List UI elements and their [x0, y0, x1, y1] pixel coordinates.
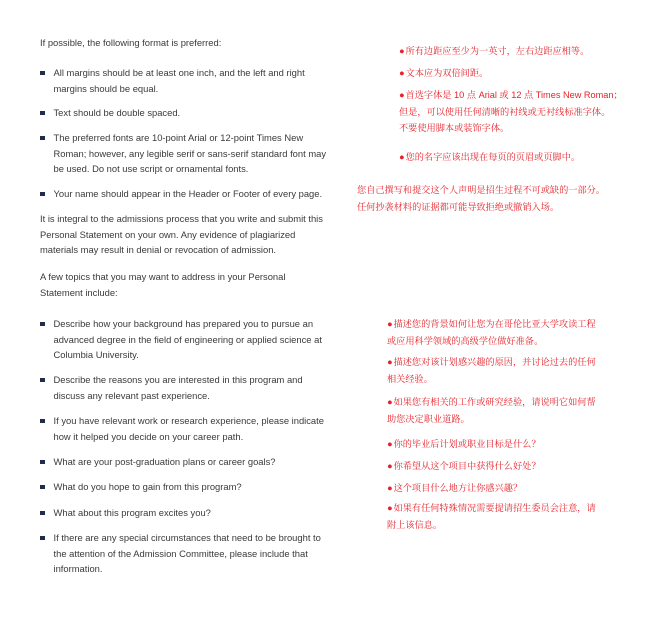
topic-item-excites [40, 505, 330, 521]
cn-topic-item-plans [387, 436, 541, 453]
cn-topic-item-special [387, 500, 596, 533]
square-bullet-icon [40, 111, 45, 116]
topic-item-text: What do you hope to gain from this program? [53, 481, 242, 492]
cn-line: 你希望从这个项目中获得什么好处？ [393, 461, 541, 471]
square-bullet-icon [40, 536, 45, 541]
cn-line: 所有边距应至少为一英寸，左右边距应相等。 [405, 46, 590, 56]
bullet-dot-icon: ● [387, 319, 393, 329]
cn-topic-item-experience [387, 394, 596, 427]
topic-item-gain [40, 479, 330, 495]
cn-line: 文本应为双倍间距。 [405, 68, 489, 78]
cn-line: 如果有任何特殊情况需要提请招生委员会注意，请 [393, 503, 596, 513]
square-bullet-icon [40, 192, 45, 197]
bullet-dot-icon: ● [399, 68, 405, 78]
cn-format-item-margins [399, 43, 589, 60]
topics-intro: A few topics that you may want to address in your Personal Statement include: [40, 271, 286, 298]
topic-item-experience [40, 413, 330, 444]
cn-topic-item-gain [387, 458, 541, 475]
topic-item-text: Describe the reasons you are interested in this program and discuss any relevant past experience. [53, 374, 303, 401]
cn-line: 相关经验。 [387, 373, 433, 384]
format-item-text: All margins should be at least one inch, and the left and right margins should be equal. [53, 67, 305, 94]
bullet-dot-icon: ● [399, 152, 405, 162]
square-bullet-icon [40, 485, 45, 490]
topic-item-text: What are your post-graduation plans or career goals? [53, 456, 276, 467]
bullet-dot-icon: ● [387, 461, 393, 471]
format-item-text: Text should be double spaced. [53, 107, 181, 118]
bullet-dot-icon: ● [387, 397, 393, 407]
format-item-name [40, 186, 330, 202]
square-bullet-icon [40, 419, 45, 424]
format-item-text: Your name should appear in the Header or Footer of every page. [53, 188, 323, 199]
format-item-fonts [40, 130, 330, 177]
bullet-dot-icon: ● [387, 503, 393, 513]
topic-item-plans [40, 454, 330, 470]
cn-line: 不要使用脚本或装饰字体。 [399, 123, 510, 134]
bullet-dot-icon: ● [399, 46, 405, 56]
topic-item-text: If you have relevant work or research experience, please indicate how it helped you decide on your career path. [53, 415, 324, 442]
cn-format-item-fonts [399, 87, 623, 137]
cn-line: 附上该信息。 [387, 519, 443, 530]
square-bullet-icon [40, 71, 45, 76]
square-bullet-icon [40, 322, 45, 327]
cn-line: 如果您有相关的工作或研究经验，请说明它如何帮 [393, 397, 596, 407]
cn-line: 任何抄袭材料的证据都可能导致拒绝或撤销入场。 [357, 201, 560, 212]
cn-topic-item-reasons [387, 354, 596, 387]
topic-item-reasons [40, 372, 330, 403]
integrity-paragraph: It is integral to the admissions process that you write and submit this Personal Statement on your own. Any evidence of plagiarized materials may result in denial or revocation of admission. [40, 213, 323, 256]
bullet-dot-icon: ● [387, 483, 393, 493]
cn-format-item-spacing [399, 65, 488, 82]
format-item-text: The preferred fonts are 10-point Arial or 12-point Times New Roman; however, any legible serif or sans-serif standard font may be used. Do not use script or ornamental fonts. [53, 132, 327, 175]
topic-item-background [40, 316, 330, 363]
cn-line: 首选字体是 10 点 Arial 或 12 点 Times New Roman； [405, 90, 623, 100]
topic-item-text: If there are any special circumstances that need to be brought to the attention of the Admission Committee, please include that information. [53, 532, 321, 575]
format-item-margins [40, 65, 330, 96]
cn-line: 您自己撰写和提交这个人声明是招生过程不可或缺的一部分。 [357, 185, 606, 195]
cn-format-item-name [399, 149, 580, 166]
topic-item-special [40, 530, 330, 577]
topic-item-text: Describe how your background has prepared you to pursue an advanced degree in the field of engineering or applied science at Columbia University. [53, 318, 322, 361]
topic-item-text: What about this program excites you? [53, 507, 211, 518]
format-item-spacing [40, 105, 330, 121]
cn-integrity-paragraph [357, 182, 605, 215]
format-intro: If possible, the following format is preferred: [40, 37, 222, 48]
cn-line: 但是，可以使用任何清晰的衬线或无衬线标准字体。 [399, 106, 611, 117]
cn-line: 你的毕业后计划或职业目标是什么？ [393, 439, 541, 449]
cn-topic-item-background [387, 316, 596, 349]
square-bullet-icon [40, 511, 45, 516]
cn-line: 描述您对该计划感兴趣的原因，并讨论过去的任何 [393, 357, 596, 367]
bullet-dot-icon: ● [387, 439, 393, 449]
square-bullet-icon [40, 460, 45, 465]
cn-line: 这个项目什么地方让你感兴趣？ [393, 483, 523, 493]
square-bullet-icon [40, 378, 45, 383]
square-bullet-icon [40, 136, 45, 141]
cn-topic-item-excites [387, 480, 522, 497]
cn-line: 助您决定职业道路。 [387, 413, 470, 424]
cn-line: 或应用科学领域的高级学位做好准备。 [387, 335, 544, 346]
cn-line: 描述您的背景如何让您为在哥伦比亚大学攻读工程 [393, 319, 596, 329]
bullet-dot-icon: ● [387, 357, 393, 367]
cn-line: 您的名字应该出现在每页的页眉或页脚中。 [405, 152, 581, 162]
bullet-dot-icon: ● [399, 90, 405, 100]
